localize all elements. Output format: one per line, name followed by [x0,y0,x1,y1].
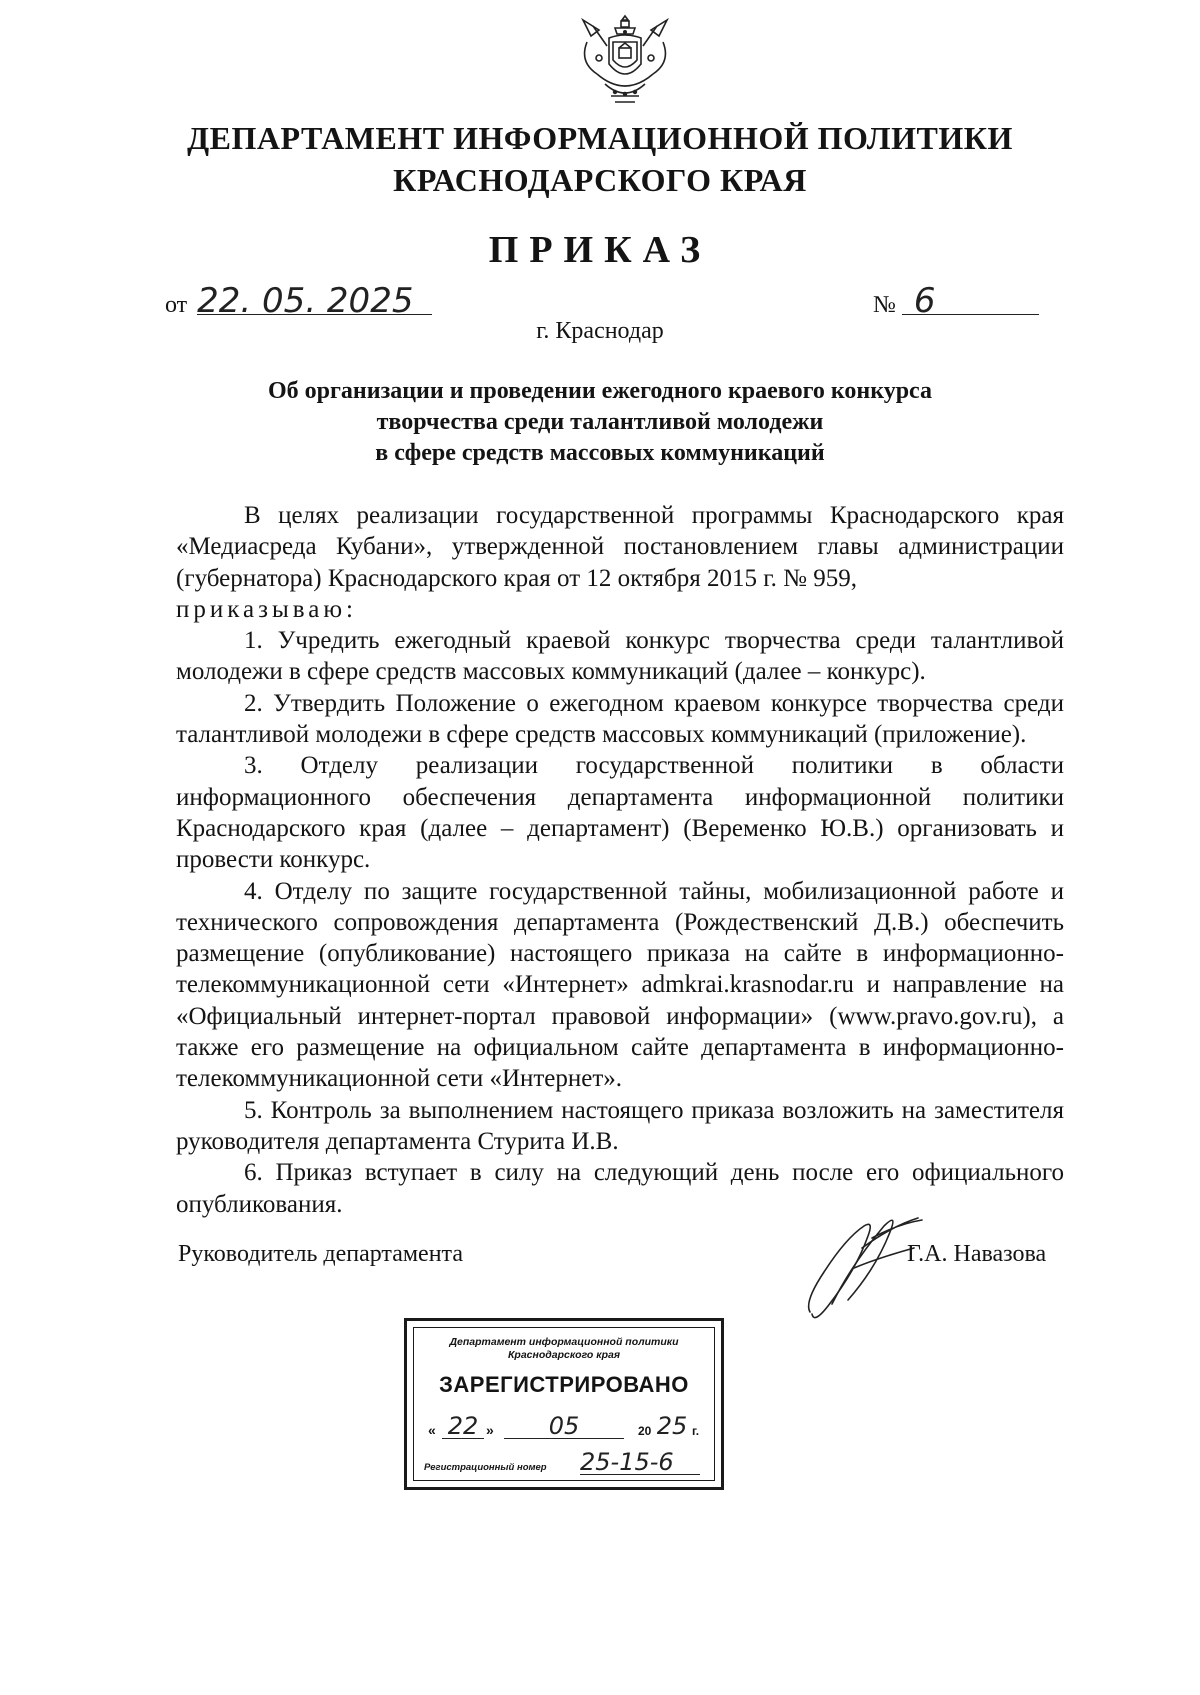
document-type-title: ПРИКАЗ [488,229,712,271]
order-body [176,500,1064,1220]
subject-line: в сфере средств массовых коммуникаций [375,440,825,466]
stamp-reg-number: 25-15-6 [580,1448,674,1476]
stamp-department [414,1336,714,1362]
date-value: 22. 05. 2025 [197,288,432,315]
number-prefix: № [873,292,896,318]
stamp-department-line: Краснодарского края [507,1349,621,1361]
stamp-year: 25 [656,1412,688,1440]
registration-stamp [404,1318,724,1490]
order-date [165,281,432,321]
preamble: В целях реализации государственной программы Краснодарского края «Медиасреда Кубани», утвержденной постановлением главы администрации (губернатора) Краснодарского края от 12 октября 2015 г. № 959, [176,502,1064,592]
city: г. Краснодар [536,318,664,344]
stamp-day: 22 [447,1412,479,1440]
stamp-reg-underline [580,1474,700,1475]
stamp-day-underline [442,1438,484,1439]
department-name-line2: КРАСНОДАРСКОГО КРАЯ [393,162,807,198]
order-item: 6. Приказ вступает в силу на следующий день после его официального опубликования. [176,1159,1064,1218]
number-value: 6 [902,288,1039,315]
stamp-registration [424,1450,714,1480]
order-item: 1. Учредить ежегодный краевой конкурс творчества среди талантливой молодежи в сфере средств массовых коммуникаций (далее – конкурс). [176,627,1064,686]
order-item: 3. Отделу реализации государственной политики в области информационного обеспечения департамента информационной политики Краснодарского края (далее – департамент) (Веременко Ю.В.) организовать и провести конкурс. [176,752,1064,874]
order-subject [0,376,1200,469]
stamp-month: 05 [548,1412,580,1440]
order-item: 2. Утвердить Положение о ежегодном краевом конкурсе творчества среди талантливой молодежи в сфере средств массовых коммуникаций (приложение). [176,689,1064,749]
stamp-department-line: Департамент информационной политики [449,1336,679,1348]
signatory-title: Руководитель департамента [178,1241,463,1267]
quote-open-icon: « [428,1422,436,1438]
order-item: 4. Отделу по защите государственной тайны, мобилизационной работе и технического сопровождения департамента (Рождественский Д.В.) обеспечить размещение (опубликование) настоящего приказа на сайте в информационно-телекоммуникационной сети «Интернет» admkrai.krasnodar.ru и направление на «Официальный интернет-портал правовой информации» (www.pravo.gov.ru), а также его размещение на официальном сайте департамента в информационно-телекоммуникационной сети «Интернет». [176,877,1064,1093]
stamp-reg-label: Регистрационный номер [424,1462,547,1473]
signatory-name: Г.А. Навазова [907,1241,1047,1267]
quote-close-icon: » [486,1422,494,1438]
stamp-status: ЗАРЕГИСТРИРОВАНО [439,1372,689,1397]
stamp-frame [413,1327,715,1481]
subject-line: творчества среди талантливой молодежи [376,409,824,435]
order-number [873,281,1039,321]
stamp-year-unit: г. [692,1424,700,1438]
stamp-date [428,1412,708,1442]
date-prefix: от [165,292,188,318]
handwritten-signature [802,1208,932,1328]
order-item: 5. Контроль за выполнением настоящего приказа возложить на заместителя руководителя департамента Стурита И.В. [176,1096,1064,1155]
crest-emblem-icon [569,12,681,110]
stamp-month-underline [504,1438,624,1439]
subject-line: Об организации и проведении ежегодного краевого конкурса [268,378,932,404]
stamp-year-prefix: 20 [638,1424,652,1438]
order-word: приказываю: [176,595,357,623]
department-name-line1: ДЕПАРТАМЕНТ ИНФОРМАЦИОННОЙ ПОЛИТИКИ [187,120,1013,156]
